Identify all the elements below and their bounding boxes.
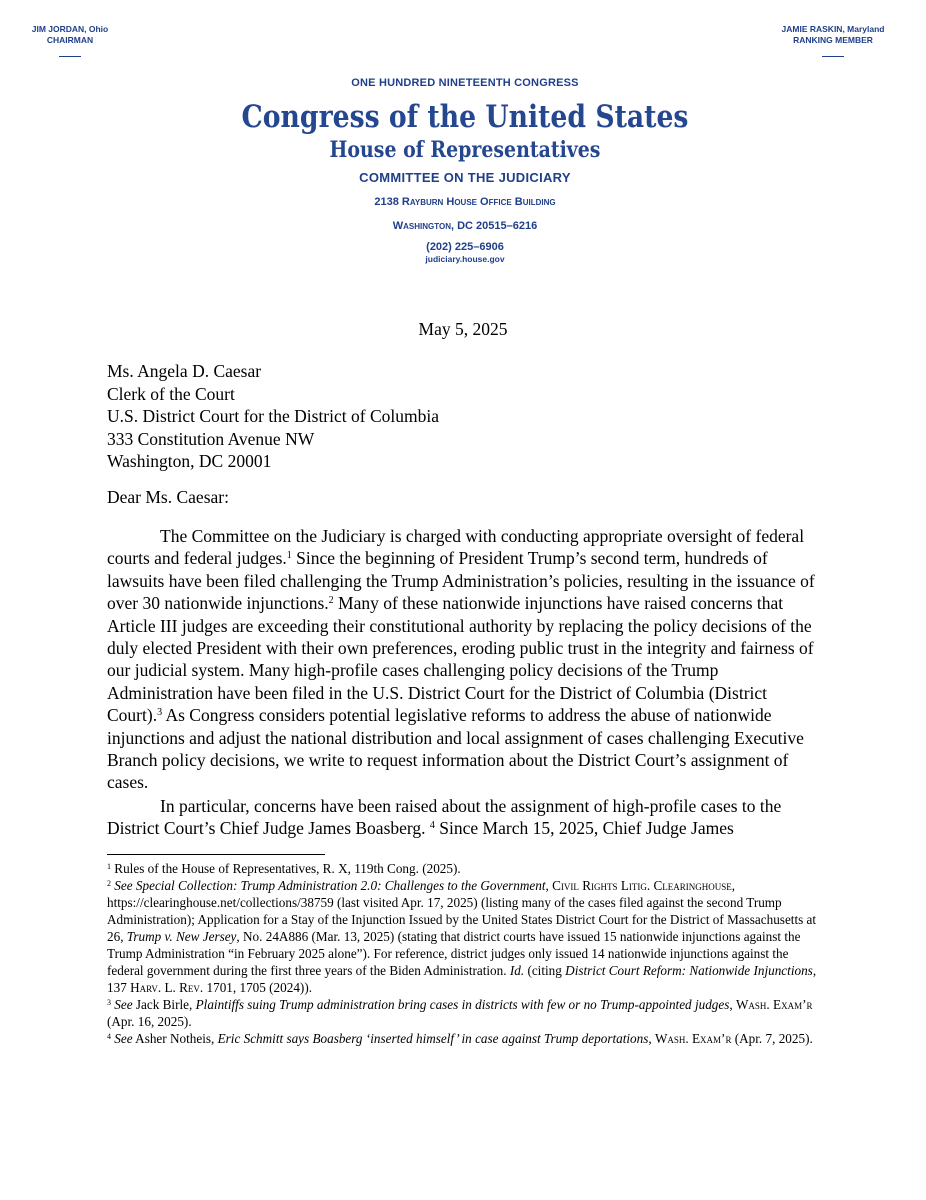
footnote-text: 1701, 1705 (2024)). [203, 980, 313, 995]
committee-name: COMMITTEE ON THE JUDICIARY [359, 170, 571, 185]
paragraph-text: Since the beginning of President Trump’s second term, hundreds of lawsuits have been filed challenging the Trump Administration’s policies, resulting in the issuance of over 30 nationwide injunctions. [107, 548, 815, 614]
footnote-source: Civil Rights Litig. Clearinghouse [552, 878, 732, 893]
footnote-text: Jack Birle, [132, 997, 196, 1012]
chairman-title: CHAIRMAN [46, 35, 94, 45]
salutation: Dear Ms. Caesar: [107, 487, 229, 507]
ranking-member-rule [822, 56, 844, 57]
address-line-1: 2138 Rayburn House Office Building [374, 196, 556, 208]
footnote-title: Special Collection: Trump Administration 2.0: Challenges to the Government [135, 878, 546, 893]
footnote-text: , [545, 878, 553, 893]
body-paragraph-2 [107, 795, 823, 840]
footnote-journal: Harv. L. Rev. [130, 980, 204, 995]
footnote-number: 4 [107, 1032, 111, 1041]
footnote-id: Id. [509, 963, 525, 978]
address-line-2: Washington, DC 20515–6216 [392, 220, 538, 232]
footnote-number: 2 [107, 879, 111, 888]
footnote-4 [107, 1030, 823, 1047]
recipient-line: U.S. District Court for the District of Columbia [107, 406, 439, 427]
footnote-source: Wash. Exam’r [735, 997, 813, 1012]
footnote-text: , [729, 997, 736, 1012]
footnote-article: District Court Reform: Nationwide Injunctions [565, 963, 813, 978]
footnote-text: Asher Notheis, [132, 1031, 218, 1046]
paragraph-text: As Congress considers potential legislative reforms to address the abuse of nationwide injunctions and adjust the national distribution and local assignment of cases challenging Executive Branch policy decisions, we write to request information about the District Court’s assignment of cases. [107, 705, 804, 793]
footnote-number: 3 [107, 998, 111, 1007]
footnote-text: (Apr. 7, 2025). [731, 1031, 813, 1046]
footnote-signal: See [111, 1031, 133, 1046]
recipient-line: Clerk of the Court [107, 383, 235, 404]
footnote-ref: 4 [429, 820, 435, 832]
footnote-2 [107, 877, 823, 996]
footnote-text: (citing [524, 963, 566, 978]
paragraph-text: Many of these nationwide injunctions have raised concerns that Article III judges are exceeding their constitutional authority by replacing the policy decisions of the duly elected President with their own preferences, eroding public trust in the integrity and fairness of our judicial system. Many high-profile cases challenging policy decisions of the Trump Administration have been filed in the U.S. District Court for the District of Columbia (District Court). [107, 593, 814, 726]
footnote-text: , https://clearinghouse.net/collections/38759 (last visited Apr. 17, 2025) (listing many of the cases filed against the second Trump Administration); Application for a Stay of the Injunction Issued by the United States District Court for the District of Massachusetts at 26, [107, 878, 817, 944]
paragraph-text: Since March 15, 2025, Chief Judge James [434, 818, 734, 839]
recipient-line: Ms. Angela D. Caesar [107, 361, 262, 381]
footnote-signal: See [111, 997, 133, 1012]
footnote-ref: 1 [286, 550, 292, 562]
footnote-1 [107, 860, 823, 877]
footnote-text: (Apr. 16, 2025). [107, 1014, 192, 1029]
recipient-line: Washington, DC 20001 [107, 451, 272, 472]
footnote-text: , 137 [107, 963, 817, 995]
ranking-member-title: RANKING MEMBER [793, 35, 873, 45]
chairman-rule [59, 56, 81, 57]
recipient-address [107, 360, 439, 473]
phone-number: (202) 225–6906 [426, 241, 504, 253]
recipient-line: 333 Constitution Avenue NW [107, 428, 315, 449]
letterhead-title: Congress of the United States [241, 99, 689, 135]
footnote-number: 1 [107, 862, 111, 871]
footnotes [107, 860, 823, 1047]
footnote-case: Trump v. New Jersey [126, 929, 237, 944]
footnote-divider [107, 854, 325, 855]
letterhead [180, 76, 750, 265]
footnote-3 [107, 996, 823, 1030]
website: judiciary.house.gov [425, 254, 505, 264]
ranking-member-name: JAMIE RASKIN, Maryland [781, 24, 885, 34]
footnote-ref: 3 [157, 707, 163, 719]
footnote-title: Eric Schmitt says Boasberg ‘inserted himself’ in case against Trump deportations [217, 1031, 649, 1046]
footnote-signal: See [111, 878, 136, 893]
letterhead-chamber: House of Representatives [329, 137, 601, 163]
ranking-member-block [778, 24, 888, 57]
footnote-text: , No. 24A886 (Mar. 13, 2025) (stating that district courts have issued 15 nationwide injunctions against the Trump Administration “in February 2025 alone”). For reference, district judges only issued 14 nationwide injunctions against the federal government during the first three years of the Biden Administration. [107, 929, 801, 978]
paragraph-text: The Committee on the Judiciary is charged with conducting appropriate oversight of federal courts and federal judges. [107, 526, 805, 569]
chairman-block [20, 24, 120, 57]
congress-number: ONE HUNDRED NINETEENTH CONGRESS [351, 77, 579, 89]
footnote-text: Rules of the House of Representatives, R. X, 119th Cong. (2025). [111, 861, 461, 876]
footnote-source: Wash. Exam’r [654, 1031, 732, 1046]
body-paragraph-1 [107, 525, 823, 794]
footnote-text: , [648, 1031, 655, 1046]
paragraph-text: In particular, concerns have been raised about the assignment of high-profile cases to the District Court’s Chief Judge James Boasberg. [107, 796, 782, 839]
footnote-title: Plaintiffs suing Trump administration bring cases in districts with few or no Trump-appointed judges [195, 997, 730, 1012]
chairman-name: JIM JORDAN, Ohio [31, 24, 109, 34]
footnote-ref: 2 [328, 595, 334, 607]
letter-date: May 5, 2025 [418, 319, 508, 339]
